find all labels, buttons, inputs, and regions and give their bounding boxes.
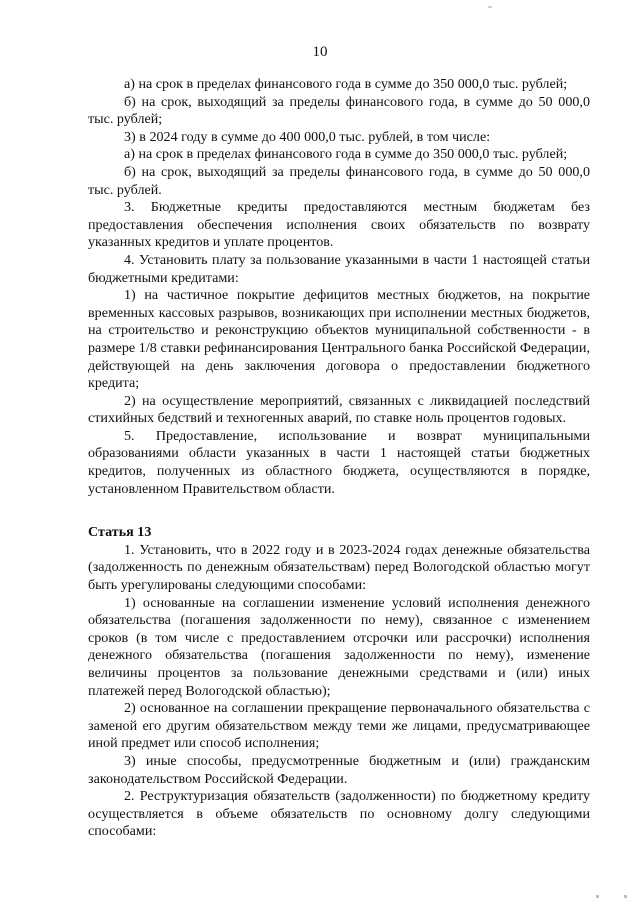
paragraph: 2) основанное на соглашении прекращение первоначального обязательства с заменой его другим обязательством между теми же лицами, предусматривающее иной предмет или способ исполнения;: [88, 700, 590, 752]
paragraph: 2. Реструктуризация обязательств (задолженности) по бюджетному кредиту осуществляется в объеме обязательств по основному долгу следующими способами:: [88, 788, 590, 840]
paragraph: б) на срок, выходящий за пределы финансового года, в сумме до 50 000,0 тыс. рублей;: [88, 93, 590, 128]
paragraph: а) на срок в пределах финансового года в сумме до 350 000,0 тыс. рублей;: [124, 146, 568, 163]
paragraph: 2) на осуществление мероприятий, связанных с ликвидацией последствий стихийных бедствий и техногенных аварий, по ставке ноль процентов годовых.: [88, 392, 590, 427]
scan-artifact: [488, 6, 492, 8]
paragraph: а) на срок в пределах финансового года в сумме до 350 000,0 тыс. рублей;: [124, 76, 568, 92]
scan-artifact: [624, 895, 627, 898]
paragraph: б) на срок, выходящий за пределы финансового года, в сумме до 50 000,0 тыс. рублей.: [88, 163, 590, 198]
paragraph: 1) на частичное покрытие дефицитов местных бюджетов, на покрытие временных кассовых разрывов, возникающих при исполнении местных бюджетов, на строительство и реконструкцию объектов муниципальной собственности - в размере 1/8 ставки рефинансирования Центрального банка Российской Федерации, действующей на день заключения договора о предоставлении бюджетного кредита;: [88, 287, 590, 392]
article-heading: Статья 13: [88, 524, 152, 541]
paragraph: 3) иные способы, предусмотренные бюджетным и (или) гражданским законодательством Российской Федерации.: [88, 752, 590, 787]
paragraph: 5. Предоставление, использование и возврат муниципальными образованиями области указанных в части 1 настоящей статьи бюджетных кредитов, полученных из областного бюджета, осуществляются в порядке, установленном Правительством области.: [88, 427, 590, 497]
paragraph: 1. Установить, что в 2022 году и в 2023-2024 годах денежные обязательства (задолженность по денежным обязательствам) перед Вологодской областью могут быть урегулированы следующими способами:: [88, 541, 590, 594]
paragraph: 3) в 2024 году в сумме до 400 000,0 тыс. рублей, в том числе:: [124, 128, 491, 145]
paragraph: 4. Установить плату за пользование указанными в части 1 настоящей статьи бюджетными кредитами:: [88, 251, 590, 286]
document-body: [88, 76, 590, 841]
page-number: 10: [312, 44, 328, 60]
paragraph: 3. Бюджетные кредиты предоставляются местным бюджетам без предоставления обеспечения исполнения своих обязательств по возврату указанных кредитов и уплате процентов.: [88, 199, 590, 251]
scan-artifact: [596, 895, 599, 898]
paragraph: 1) основанные на соглашении изменение условий исполнения денежного обязательства (погашения задолженности по нему), связанное с изменением сроков (в том числе с предоставлением отсрочки или рассрочки) исполнения денежного обязательства (погашения задолженности по нему), изменение величины процентов за пользование денежными средствами и (или) иных платежей перед Вологодской областью);: [88, 594, 590, 699]
